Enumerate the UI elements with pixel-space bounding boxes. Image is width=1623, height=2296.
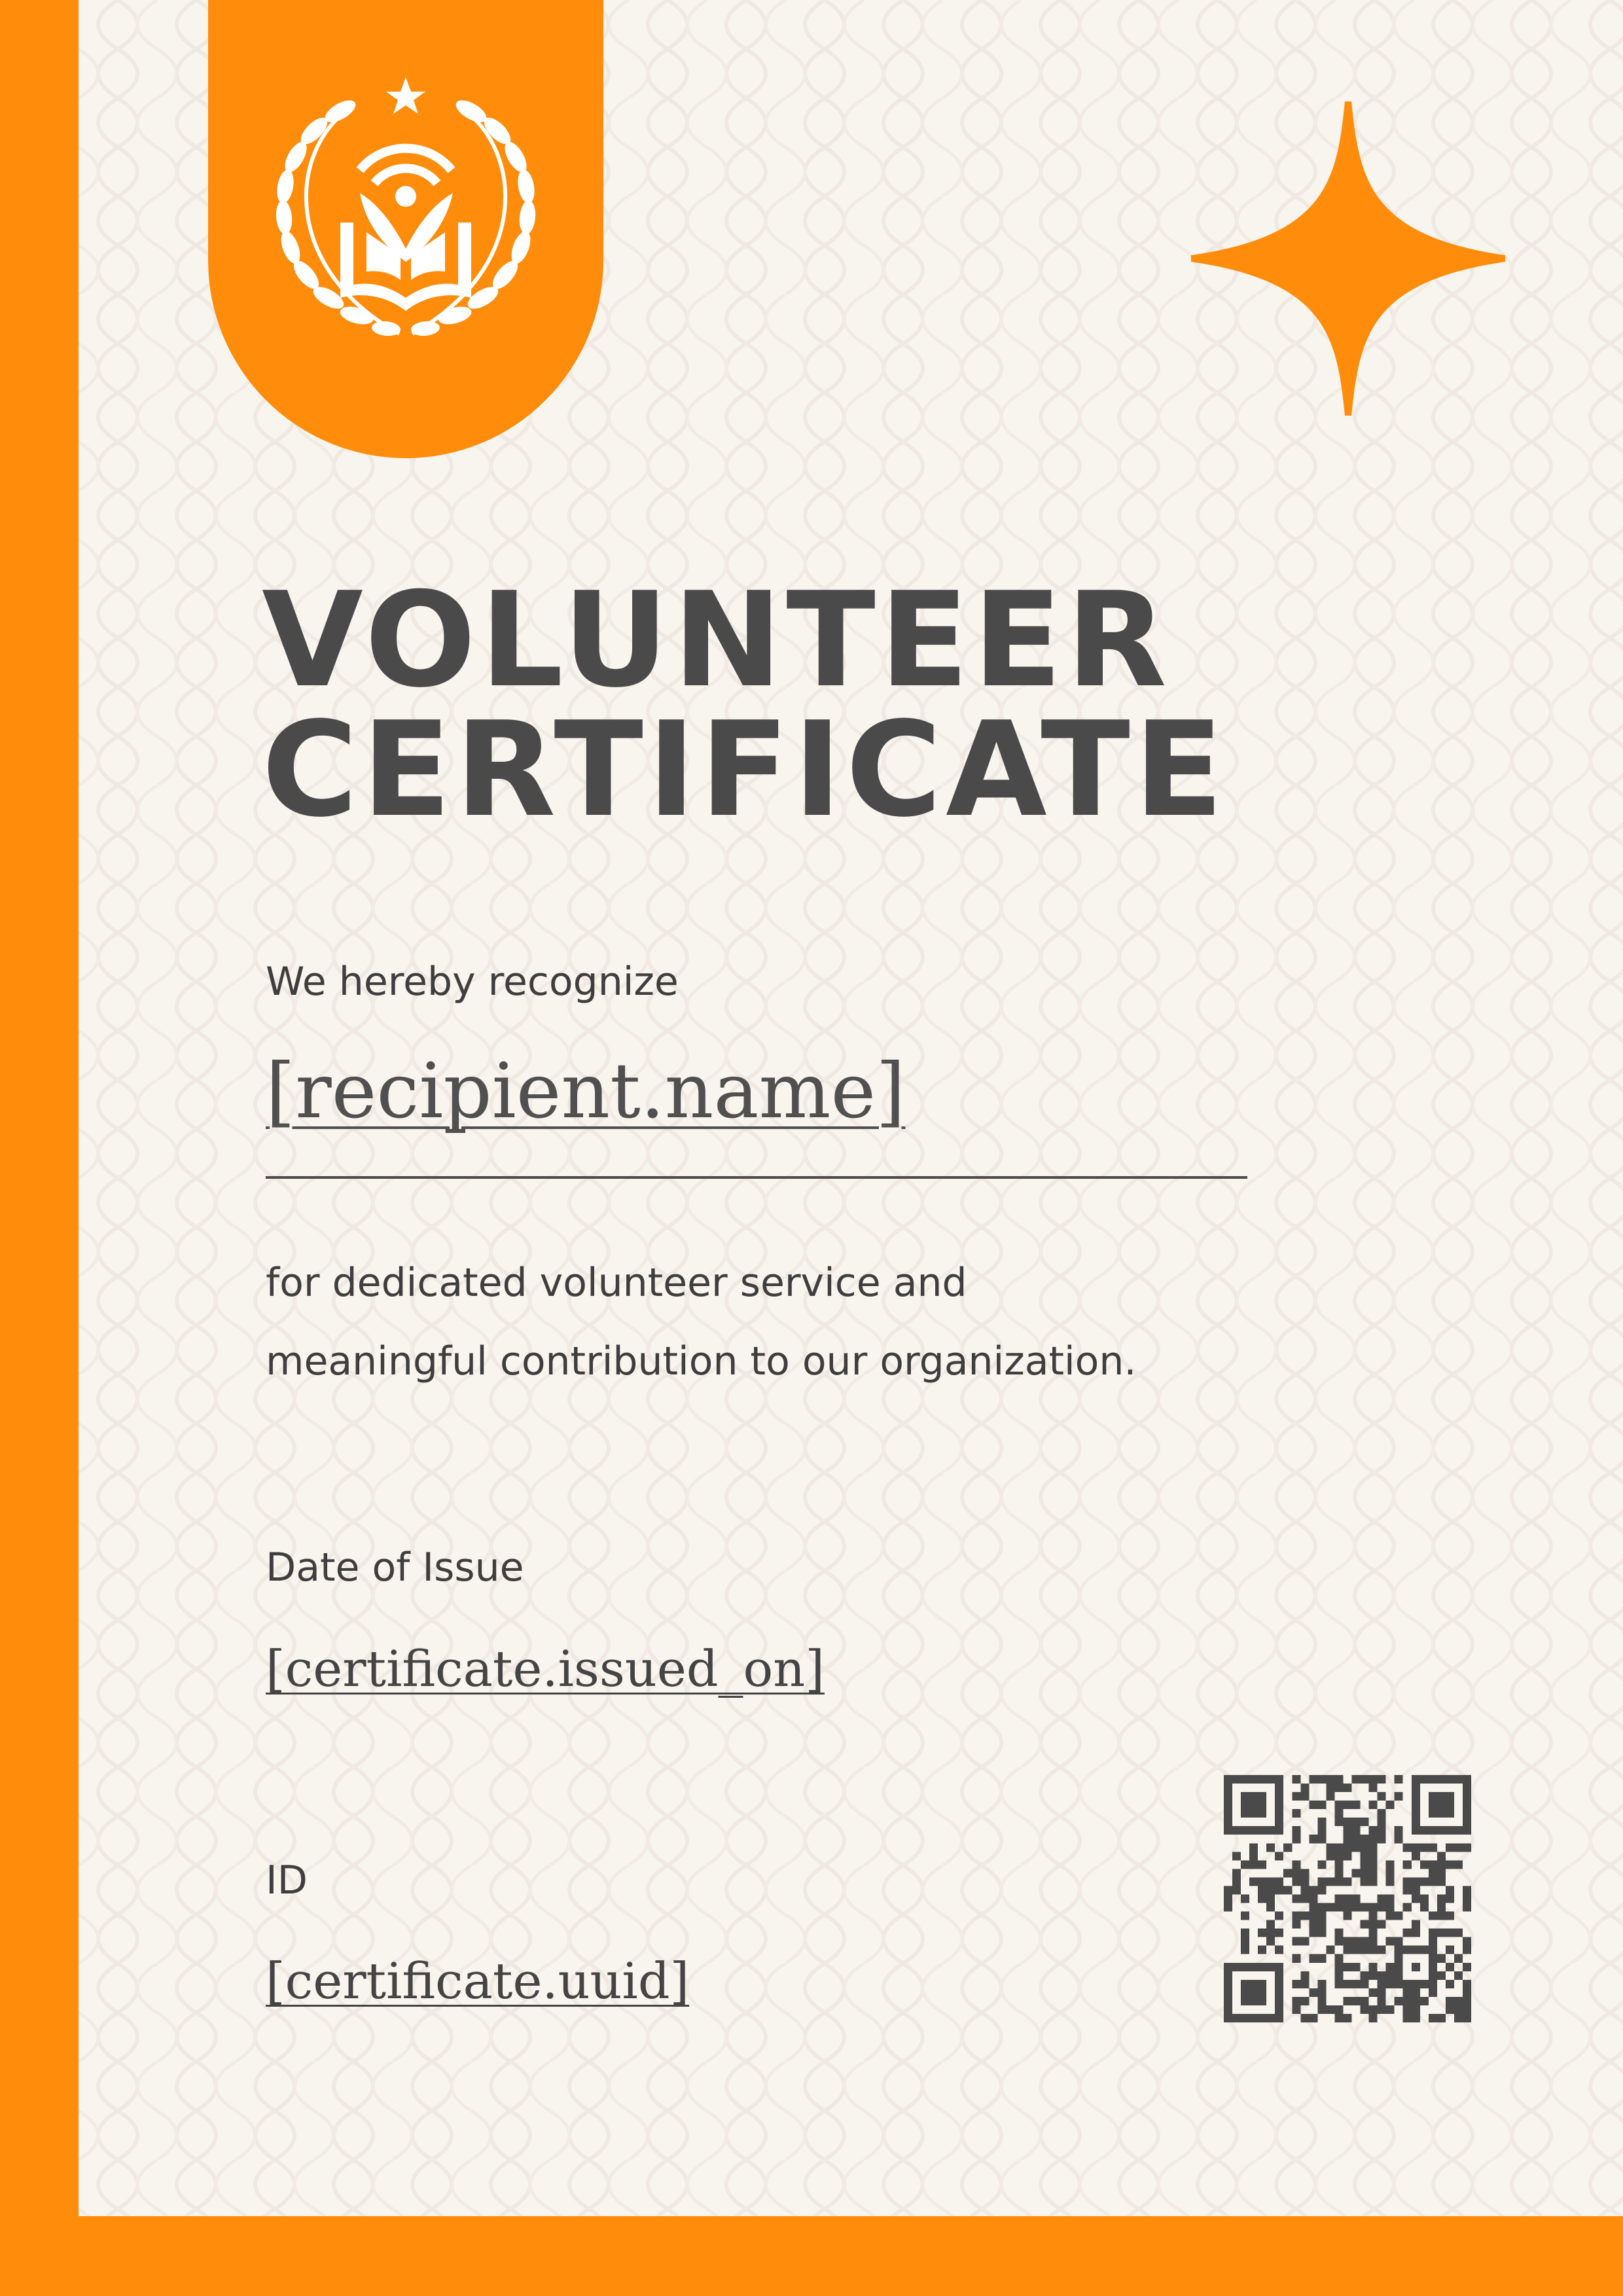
recognize-text: We hereby recognize xyxy=(266,959,679,1005)
certificate-title xyxy=(262,564,1228,846)
service-line-1: for dedicated volunteer service and xyxy=(266,1260,967,1306)
four-point-star-icon xyxy=(1191,101,1505,416)
issue-date-placeholder: [certificate.issued_on] xyxy=(266,1640,825,1698)
qr-code-icon xyxy=(1224,1775,1471,2022)
certificate-id-placeholder: [certificate.uuid] xyxy=(266,1952,690,2010)
left-accent-bar xyxy=(0,0,79,2296)
date-of-issue-label: Date of Issue xyxy=(266,1545,524,1590)
id-label: ID xyxy=(266,1857,308,1903)
recipient-divider xyxy=(266,1176,1247,1179)
title-line-1: VOLUNTEER xyxy=(262,564,1171,717)
service-description xyxy=(266,1244,1136,1401)
laurel-book-emblem-icon xyxy=(262,72,550,360)
title-line-2: CERTIFICATE xyxy=(262,694,1228,846)
service-line-2: meaningful contribution to our organization. xyxy=(266,1338,1137,1384)
recipient-name-placeholder: [recipient.name] xyxy=(266,1047,906,1136)
bottom-accent-bar xyxy=(0,2216,1623,2296)
